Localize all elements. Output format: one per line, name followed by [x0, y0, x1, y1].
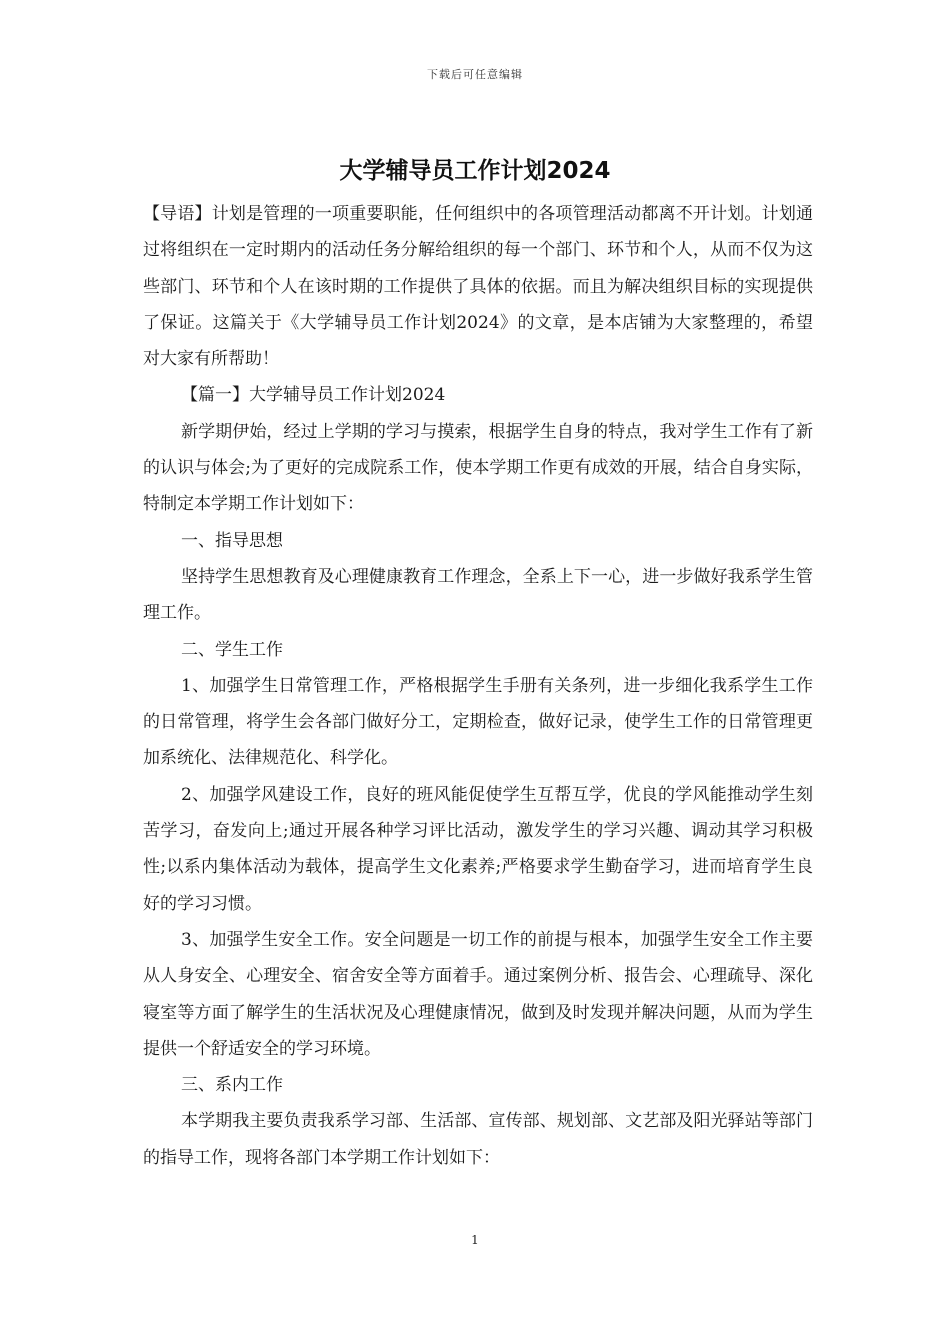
list-item-paragraph: 1、加强学生日常管理工作，严格根据学生手册有关条列，进一步细化我系学生工作的日常管理，将学生会各部门做好分工，定期检查，做好记录，使学生工作的日常管理更加系统化、法律规范化、科学化。 — [143, 675, 813, 769]
document-title: 大学辅导员工作计划2024 — [339, 158, 611, 184]
page-number: 1 — [471, 1233, 479, 1247]
section-heading-guiding-ideology: 一、指导思想 — [181, 530, 283, 551]
body-paragraph: 新学期伊始，经过上学期的学习与摸索，根据学生自身的特点，我对学生工作有了新的认识与体会;为了更好的完成院系工作，使本学期工作更有成效的开展，结合自身实际，特制定本学期工作计划如下： — [143, 421, 813, 515]
list-item-paragraph: 3、加强学生安全工作。安全问题是一切工作的前提与根本，加强学生安全工作主要从人身安全、心理安全、宿舍安全等方面着手。通过案例分析、报告会、心理疏导、深化寝室等方面了解学生的生活状况及心理健康情况，做到及时发现并解决问题，从而为学生提供一个舒适安全的学习环境。 — [143, 929, 813, 1059]
body-paragraph: 坚持学生思想教育及心理健康教育工作理念，全系上下一心，进一步做好我系学生管理工作。 — [143, 566, 813, 624]
document-body — [143, 196, 813, 1176]
body-paragraph: 本学期我主要负责我系学习部、生活部、宣传部、规划部、文艺部及阳光驿站等部门的指导工作，现将各部门本学期工作计划如下： — [143, 1111, 813, 1168]
section-heading-student-work: 二、学生工作 — [181, 639, 283, 660]
section-heading-part-one: 【篇一】大学辅导员工作计划2024 — [181, 385, 446, 406]
section-heading-department-work: 三、系内工作 — [181, 1075, 283, 1096]
page-header: 下载后可任意编辑 — [427, 68, 523, 81]
intro-paragraph: 【导语】计划是管理的一项重要职能，任何组织中的各项管理活动都离不开计划。计划通过将组织在一定时期内的活动任务分解给组织的每一个部门、环节和个人，从而不仅为这些部门、环节和个人在该时期的工作提供了具体的依据。而且为解决组织目标的实现提供了保证。这篇关于《大学辅导员工作计划2024》的文章，是本店铺为大家整理的，希望对大家有所帮助！ — [143, 204, 813, 370]
list-item-paragraph: 2、加强学风建设工作，良好的班风能促使学生互帮互学，优良的学风能推动学生刻苦学习，奋发向上;通过开展各种学习评比活动，激发学生的学习兴趣、调动其学习积极性;以系内集体活动为载体，提高学生文化素养;严格要求学生勤奋学习，进而培育学生良好的学习习惯。 — [143, 784, 813, 914]
